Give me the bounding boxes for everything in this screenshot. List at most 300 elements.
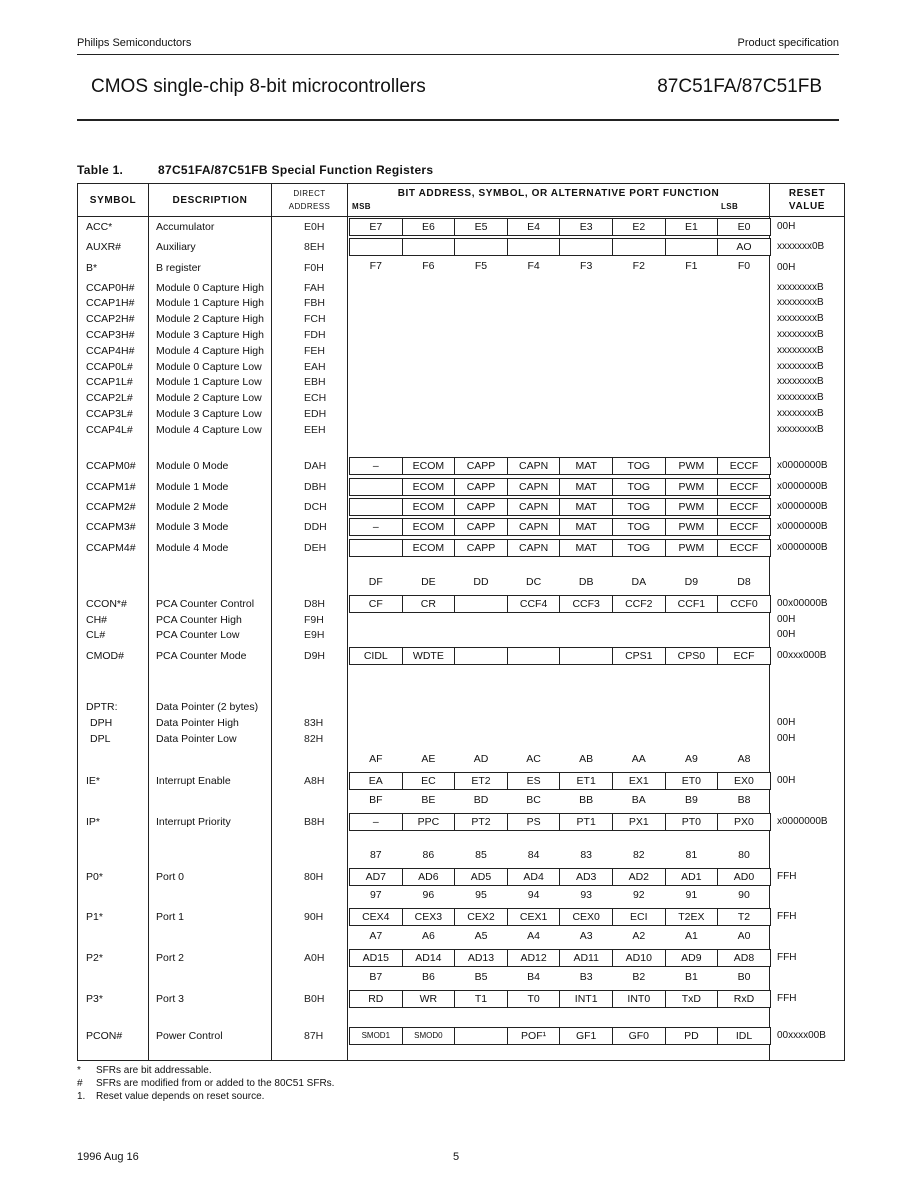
sfr-symbol: CH# [86, 614, 108, 626]
bit-cell: PWM [665, 457, 719, 475]
bit-address: 82 [632, 849, 645, 861]
bit-cell: CPS1 [612, 647, 666, 665]
bit-address: 92 [632, 889, 645, 901]
bit-cell: AD13 [454, 949, 508, 967]
bit-cell [507, 647, 561, 665]
bit-cell: E3 [559, 218, 613, 236]
sfr-reset-value: x0000000B [777, 501, 828, 512]
bit-cell: – [349, 457, 403, 475]
sfr-description: Power Control [156, 1030, 223, 1042]
bit-cell: PS [507, 813, 561, 831]
sfr-description: Module 1 Capture Low [156, 376, 262, 388]
footnote-mark: * [77, 1065, 81, 1076]
sfr-symbol: DPH [90, 717, 113, 729]
bit-cell: E5 [454, 218, 508, 236]
bit-address: BB [579, 794, 594, 806]
sfr-description: PCA Counter High [156, 614, 242, 626]
table-caption: 87C51FA/87C51FB Special Function Registers [158, 163, 434, 177]
bit-cell: T2 [717, 908, 771, 926]
bit-cell: GF1 [559, 1027, 613, 1045]
bit-cell: AD4 [507, 868, 561, 886]
sfr-symbol: CMOD# [86, 650, 124, 662]
sfr-symbol: CCAPM1# [86, 481, 136, 493]
sfr-address: DEH [304, 542, 327, 554]
bit-address: A9 [684, 753, 698, 765]
bit-address: A6 [421, 930, 435, 942]
sfr-description: PCA Counter Control [156, 598, 255, 610]
doc-type: Product specification [737, 37, 839, 49]
sfr-symbol: PCON# [86, 1030, 123, 1042]
sfr-symbol: ACC* [86, 221, 113, 233]
bit-cell: INT1 [559, 990, 613, 1008]
bit-cell: – [349, 518, 403, 536]
bit-cell: ET0 [665, 772, 719, 790]
sfr-symbol: CCAPM0# [86, 460, 136, 472]
footer-date: 1996 Aug 16 [77, 1151, 139, 1163]
sfr-table [77, 183, 845, 1061]
bit-address: A4 [527, 930, 541, 942]
bit-cell: AO [717, 238, 771, 256]
footnote-text: SFRs are modified from or added to the 80C51 SFRs. [96, 1078, 335, 1089]
bit-cell: EC [402, 772, 456, 790]
bit-address: B1 [684, 971, 698, 983]
bit-cell: CEX4 [349, 908, 403, 926]
bit-cell [349, 498, 403, 516]
sfr-address: DDH [304, 521, 327, 533]
col-header-symbol: SYMBOL [89, 195, 137, 206]
bit-cell [454, 1027, 508, 1045]
sfr-reset-value: xxxxxxxxB [777, 329, 824, 340]
bit-cell [559, 238, 613, 256]
bit-cell [454, 238, 508, 256]
bit-cell: EA [349, 772, 403, 790]
sfr-symbol: CCAP1H# [86, 297, 135, 309]
bit-cell: TOG [612, 478, 666, 496]
table-label: Table 1. [77, 163, 124, 177]
bit-address: DE [421, 576, 436, 588]
sfr-symbol: DPL [90, 733, 111, 745]
sfr-address: D8H [304, 598, 326, 610]
sfr-description: Module 4 Capture Low [156, 424, 262, 436]
sfr-description: B register [156, 262, 201, 274]
table-header-rule [78, 216, 844, 217]
bit-address: AD [473, 753, 489, 765]
bit-cell [402, 238, 456, 256]
sfr-symbol: P0* [86, 871, 103, 883]
sfr-reset-value: xxxxxxxxB [777, 297, 824, 308]
bit-address: A7 [369, 930, 383, 942]
sfr-reset-value: xxxxxxxxB [777, 424, 824, 435]
col-header-direct: DIRECT [293, 189, 326, 198]
bit-cell: CPS0 [665, 647, 719, 665]
bit-cell: EX0 [717, 772, 771, 790]
bit-cell: TOG [612, 539, 666, 557]
bit-address: D8 [737, 576, 751, 588]
col-divider [347, 184, 348, 1060]
bit-cell: PT1 [559, 813, 613, 831]
sfr-address: F9H [304, 614, 324, 626]
sfr-symbol: CL# [86, 629, 106, 641]
sfr-address: B8H [304, 816, 325, 828]
bit-address: AA [631, 753, 646, 765]
bit-address: DB [578, 576, 594, 588]
bit-cell: POF¹ [507, 1027, 561, 1045]
sfr-symbol: IE* [86, 775, 101, 787]
bit-address: B7 [369, 971, 383, 983]
sfr-symbol: CCAP3H# [86, 329, 135, 341]
bit-address: F6 [422, 260, 435, 272]
bit-cell: ECCF [717, 498, 771, 516]
bit-cell: ECI [612, 908, 666, 926]
sfr-description: PCA Counter Low [156, 629, 240, 641]
col-header-lsb: LSB [721, 202, 739, 211]
bit-cell [665, 238, 719, 256]
bit-cell: CCF3 [559, 595, 613, 613]
header-rule-bottom [77, 119, 839, 121]
part-number: 87C51FA/87C51FB [657, 76, 822, 97]
bit-cell: CAPP [454, 498, 508, 516]
col-header-reset: RESET [788, 188, 826, 199]
bit-cell: ECCF [717, 518, 771, 536]
bit-cell: AD11 [559, 949, 613, 967]
bit-cell: ECOM [402, 539, 456, 557]
sfr-description: Interrupt Enable [156, 775, 231, 787]
sfr-symbol: CCAP0L# [86, 361, 133, 373]
bit-cell: SMOD1 [349, 1027, 403, 1045]
sfr-description: Module 1 Mode [156, 481, 229, 493]
sfr-address: EAH [304, 361, 326, 373]
sfr-symbol: CCAP4L# [86, 424, 133, 436]
bit-cell: T2EX [665, 908, 719, 926]
bit-cell: CCF0 [717, 595, 771, 613]
bit-cell: ECF [717, 647, 771, 665]
sfr-address: FDH [304, 329, 326, 341]
sfr-description: Module 0 Mode [156, 460, 229, 472]
bit-address: A1 [684, 930, 698, 942]
sfr-address: EDH [304, 408, 327, 420]
bit-cell: CCF1 [665, 595, 719, 613]
bit-address: 91 [685, 889, 698, 901]
sfr-symbol: CCAP4H# [86, 345, 135, 357]
bit-cell [454, 595, 508, 613]
bit-cell: IDL [717, 1027, 771, 1045]
sfr-reset-value: 00H [777, 733, 796, 744]
sfr-description: Module 0 Capture Low [156, 361, 262, 373]
bit-cell: AD3 [559, 868, 613, 886]
sfr-description: Interrupt Priority [156, 816, 231, 828]
bit-cell: AD10 [612, 949, 666, 967]
bit-address: BF [369, 794, 383, 806]
sfr-symbol: P3* [86, 993, 103, 1005]
bit-cell: E7 [349, 218, 403, 236]
sfr-reset-value: xxxxxxxxB [777, 408, 824, 419]
sfr-symbol: CCAP3L# [86, 408, 133, 420]
bit-cell: CCF4 [507, 595, 561, 613]
bit-cell: WR [402, 990, 456, 1008]
bit-cell: MAT [559, 518, 613, 536]
bit-cell: PD [665, 1027, 719, 1045]
bit-cell: ECCF [717, 457, 771, 475]
bit-cell: ECOM [402, 478, 456, 496]
bit-cell: ECOM [402, 457, 456, 475]
sfr-address: DBH [304, 481, 327, 493]
bit-address: 94 [527, 889, 540, 901]
sfr-address: FBH [304, 297, 325, 309]
bit-address: F7 [369, 260, 382, 272]
sfr-description: Module 2 Capture High [156, 313, 264, 325]
page-number: 5 [453, 1151, 460, 1163]
sfr-address: DAH [304, 460, 327, 472]
bit-cell: CEX1 [507, 908, 561, 926]
bit-address: B3 [579, 971, 593, 983]
sfr-symbol: CCAPM3# [86, 521, 136, 533]
col-header-address: ADDRESS [288, 202, 331, 211]
sfr-symbol: P2* [86, 952, 103, 964]
bit-cell: CAPP [454, 478, 508, 496]
sfr-description: Port 2 [156, 952, 185, 964]
sfr-reset-value: x0000000B [777, 521, 828, 532]
col-header-description: DESCRIPTION [172, 195, 248, 206]
bit-address: 97 [369, 889, 382, 901]
sfr-reset-value: xxxxxxxxB [777, 345, 824, 356]
sfr-address: EBH [304, 376, 326, 388]
sfr-symbol: B* [86, 262, 98, 274]
bit-address: B0 [737, 971, 751, 983]
sfr-description: Module 1 Capture High [156, 297, 264, 309]
bit-cell: AD6 [402, 868, 456, 886]
bit-cell: AD7 [349, 868, 403, 886]
sfr-symbol: CCON*# [86, 598, 127, 610]
bit-cell: CAPN [507, 498, 561, 516]
bit-address: DA [631, 576, 647, 588]
bit-cell: MAT [559, 457, 613, 475]
bit-cell: T0 [507, 990, 561, 1008]
sfr-address: DCH [304, 501, 327, 513]
bit-cell: ECOM [402, 518, 456, 536]
bit-address: 85 [475, 849, 487, 861]
sfr-reset-value: FFH [777, 911, 797, 922]
bit-cell: ECOM [402, 498, 456, 516]
bit-cell: CAPP [454, 539, 508, 557]
bit-cell: CIDL [349, 647, 403, 665]
bit-address: 86 [422, 849, 435, 861]
bit-cell: TOG [612, 457, 666, 475]
bit-cell [349, 539, 403, 557]
sfr-reset-value: 00H [777, 629, 796, 640]
bit-cell: WDTE [402, 647, 456, 665]
sfr-address: 87H [304, 1030, 324, 1042]
footnote-mark: 1. [77, 1091, 86, 1102]
sfr-address: A0H [304, 952, 325, 964]
sfr-address: 83H [304, 717, 324, 729]
bit-cell: E1 [665, 218, 719, 236]
sfr-description: Port 3 [156, 993, 185, 1005]
bit-address: A2 [632, 930, 646, 942]
sfr-reset-value: 00H [777, 717, 796, 728]
bit-cell: AD9 [665, 949, 719, 967]
sfr-address: ECH [304, 392, 327, 404]
bit-address: DD [473, 576, 489, 588]
bit-cell: AD5 [454, 868, 508, 886]
bit-address: AE [421, 753, 436, 765]
sfr-address: B0H [304, 993, 325, 1005]
bit-cell: CAPN [507, 518, 561, 536]
sfr-reset-value: x0000000B [777, 542, 828, 553]
sfr-reset-value: FFH [777, 952, 797, 963]
bit-cell: PT2 [454, 813, 508, 831]
bit-address: F2 [632, 260, 645, 272]
footnote-text: SFRs are bit addressable. [96, 1065, 212, 1076]
bit-cell: CAPN [507, 478, 561, 496]
sfr-reset-value: xxxxxxxxB [777, 392, 824, 403]
bit-address: DC [526, 576, 542, 588]
bit-cell [612, 238, 666, 256]
bit-cell: CEX3 [402, 908, 456, 926]
bit-cell: – [349, 813, 403, 831]
bit-cell: PX1 [612, 813, 666, 831]
sfr-address: 82H [304, 733, 324, 745]
bit-cell: AD14 [402, 949, 456, 967]
bit-address: F1 [685, 260, 698, 272]
bit-address: A0 [737, 930, 751, 942]
bit-address: B6 [421, 971, 435, 983]
bit-address: F4 [527, 260, 540, 272]
sfr-symbol: CCAP1L# [86, 376, 133, 388]
bit-address: B9 [684, 794, 698, 806]
sfr-reset-value: 00H [777, 775, 796, 786]
sfr-description: Data Pointer (2 bytes) [156, 701, 259, 713]
bit-address: B8 [737, 794, 751, 806]
sfr-reset-value: FFH [777, 871, 797, 882]
sfr-description: Module 3 Capture Low [156, 408, 262, 420]
bit-cell: SMOD0 [402, 1027, 456, 1045]
sfr-address: FAH [304, 282, 325, 294]
bit-cell: CAPP [454, 457, 508, 475]
bit-address: DF [368, 576, 383, 588]
bit-address: BD [473, 794, 489, 806]
sfr-address: A8H [304, 775, 325, 787]
sfr-address: FEH [304, 345, 325, 357]
bit-cell: AD2 [612, 868, 666, 886]
bit-address: B5 [474, 971, 488, 983]
header-rule-top [77, 54, 839, 55]
bit-cell: PT0 [665, 813, 719, 831]
bit-address: F0 [737, 260, 751, 272]
sfr-reset-value: 00xxxx00B [777, 1030, 826, 1041]
bit-cell: E2 [612, 218, 666, 236]
bit-address: 90 [738, 889, 750, 901]
sfr-symbol: CCAP2L# [86, 392, 133, 404]
bit-cell: ES [507, 772, 561, 790]
bit-cell: AD15 [349, 949, 403, 967]
bit-address: BC [526, 794, 541, 806]
sfr-reset-value: x0000000B [777, 460, 828, 471]
sfr-address: EEH [304, 424, 326, 436]
bit-cell: PWM [665, 518, 719, 536]
sfr-symbol: AUXR# [86, 241, 122, 253]
bit-cell: PWM [665, 478, 719, 496]
sfr-symbol: DPTR: [86, 701, 118, 713]
bit-cell: INT0 [612, 990, 666, 1008]
sfr-address: FCH [304, 313, 326, 325]
bit-cell: ET1 [559, 772, 613, 790]
sfr-address: D9H [304, 650, 326, 662]
bit-address: B2 [632, 971, 646, 983]
sfr-address: F0H [304, 262, 324, 274]
sfr-description: Module 3 Mode [156, 521, 229, 533]
bit-cell: AD12 [507, 949, 561, 967]
sfr-description: Module 0 Capture High [156, 282, 264, 294]
col-header-value: VALUE [788, 201, 826, 212]
bit-address: 95 [475, 889, 487, 901]
bit-address: 87 [369, 849, 382, 861]
sfr-reset-value: x0000000B [777, 816, 828, 827]
bit-cell [559, 647, 613, 665]
bit-cell: AD1 [665, 868, 719, 886]
company-name: Philips Semiconductors [77, 37, 192, 49]
bit-cell: ECCF [717, 539, 771, 557]
bit-address: 80 [738, 849, 750, 861]
sfr-description: Data Pointer High [156, 717, 239, 729]
bit-address: AF [369, 753, 383, 765]
bit-cell: MAT [559, 478, 613, 496]
sfr-reset-value: FFH [777, 993, 797, 1004]
bit-address: BA [631, 794, 646, 806]
bit-cell [349, 478, 403, 496]
bit-address: AB [579, 753, 594, 765]
page-title: CMOS single-chip 8-bit microcontrollers [91, 76, 426, 97]
sfr-reset-value: xxxxxxxxB [777, 376, 824, 387]
sfr-symbol: CCAPM4# [86, 542, 136, 554]
sfr-description: Auxiliary [156, 241, 196, 253]
bit-cell [454, 647, 508, 665]
sfr-reset-value: xxxxxxx0B [777, 241, 825, 252]
bit-address: AC [526, 753, 541, 765]
sfr-description: Module 2 Capture Low [156, 392, 262, 404]
sfr-symbol: CCAP2H# [86, 313, 135, 325]
bit-address: 96 [422, 889, 435, 901]
sfr-reset-value: 00H [777, 262, 796, 273]
bit-cell: E0 [717, 218, 771, 236]
bit-address: 83 [580, 849, 593, 861]
sfr-address: 90H [304, 911, 324, 923]
footnote-mark: # [77, 1078, 83, 1089]
sfr-description: Port 1 [156, 911, 185, 923]
bit-cell: E4 [507, 218, 561, 236]
col-divider [148, 184, 149, 1060]
footnote-text: Reset value depends on reset source. [96, 1091, 265, 1102]
bit-cell: PWM [665, 539, 719, 557]
bit-cell: CEX2 [454, 908, 508, 926]
bit-address: BE [421, 794, 436, 806]
sfr-description: Port 0 [156, 871, 185, 883]
bit-address: D9 [684, 576, 699, 588]
bit-cell: CAPN [507, 539, 561, 557]
sfr-reset-value: 00xxx000B [777, 650, 827, 661]
sfr-description: Accumulator [156, 221, 215, 233]
bit-cell: GF0 [612, 1027, 666, 1045]
bit-cell: TOG [612, 518, 666, 536]
sfr-description: PCA Counter Mode [156, 650, 247, 662]
bit-cell: RD [349, 990, 403, 1008]
sfr-address: 80H [304, 871, 324, 883]
bit-address: A5 [474, 930, 488, 942]
sfr-address: E0H [304, 221, 325, 233]
bit-cell: CEX0 [559, 908, 613, 926]
bit-address: B4 [527, 971, 541, 983]
bit-cell: CAPP [454, 518, 508, 536]
bit-cell: MAT [559, 539, 613, 557]
